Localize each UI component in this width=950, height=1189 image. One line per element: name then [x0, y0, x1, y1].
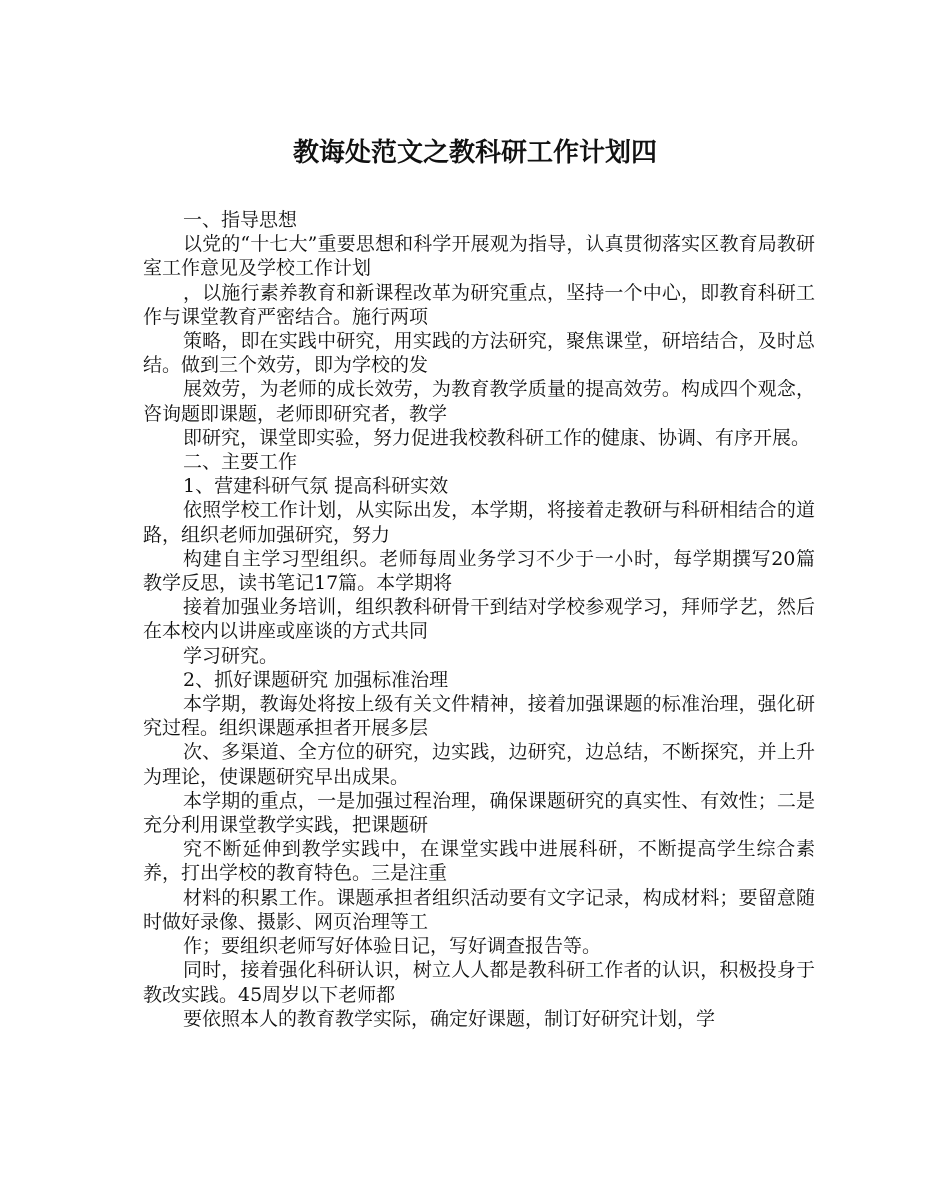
subheading-project-research: 2、抓好课题研究 加强标准治理 [183, 668, 449, 691]
paragraph: 本学期的重点，一是加强过程治理，确保课题研究的真实性、有效性；二是充分利用课堂教学实践，把课题研 [143, 789, 815, 837]
paragraph: 展效劳，为老师的成长效劳，为教育教学质量的提高效劳。构成四个观念，咨询题即课题，老师即研究者，教学 [143, 378, 815, 425]
subheading-research-atmosphere: 1、营建科研气氛 提高科研实效 [183, 475, 449, 498]
paragraph: 次、多渠道、全方位的研究，边实践，边研究，边总结，不断探究，并上升为理论，使课题研究早出成果。 [143, 741, 815, 788]
heading-main-work: 二、主要工作 [183, 451, 298, 474]
paragraph: 以党的“十七大”重要思想和科学开展观为指导，认真贯彻落实区教育局教研室工作意见及学校工作计划 [143, 233, 815, 280]
paragraph: ，以施行素养教育和新课程改革为研究重点，坚持一个中心，即教育科研工作与课堂教育严密结合。施行两项 [143, 281, 815, 328]
paragraph: 本学期，教诲处将按上级有关文件精神，接着加强课题的标准治理，强化研究过程。组织课题承担者开展多层 [143, 693, 815, 740]
paragraph: 策略，即在实践中研究，用实践的方法研究，聚焦课堂，研培结合，及时总结。做到三个效劳，即为学校的发 [143, 330, 815, 377]
paragraph: 作；要组织老师写好体验日记，写好调查报告等。 [183, 935, 602, 958]
paragraph: 依照学校工作计划，从实际出发，本学期，将接着走教研与科研相结合的道路，组织老师加强研究，努力 [143, 499, 815, 546]
heading-guiding-ideology: 一、指导思想 [183, 209, 298, 231]
paragraph: 同时，接着强化科研认识，树立人人都是教科研工作者的认识，积极投身于教改实践。45周岁以下老师都 [143, 959, 815, 1006]
document-body [143, 208, 815, 1031]
paragraph: 材料的积累工作。课题承担者组织活动要有文字记录，构成材料；要留意随时做好录像、摄影、网页治理等工 [143, 886, 815, 933]
document-title: 教诲处范文之教科研工作计划四 [292, 138, 657, 168]
paragraph: 究不断延伸到教学实践中，在课堂实践中进展科研，不断提高学生综合素养，打出学校的教育特色。三是注重 [143, 838, 815, 885]
paragraph: 要依照本人的教育教学实际，确定好课题，制订好研究计划，学 [183, 1007, 716, 1030]
paragraph: 构建自主学习型组织。老师每周业务学习不少于一小时，每学期撰写20篇教学反思，读书笔记17篇。本学期将 [143, 547, 815, 595]
paragraph: 接着加强业务培训，组织教科研骨干到结对学校参观学习，拜师学艺，然后在本校内以讲座或座谈的方式共同 [143, 596, 815, 643]
paragraph: 即研究，课堂即实验，努力促进我校教科研工作的健康、协调、有序开展。 [183, 426, 811, 449]
paragraph: 学习研究。 [183, 644, 279, 667]
